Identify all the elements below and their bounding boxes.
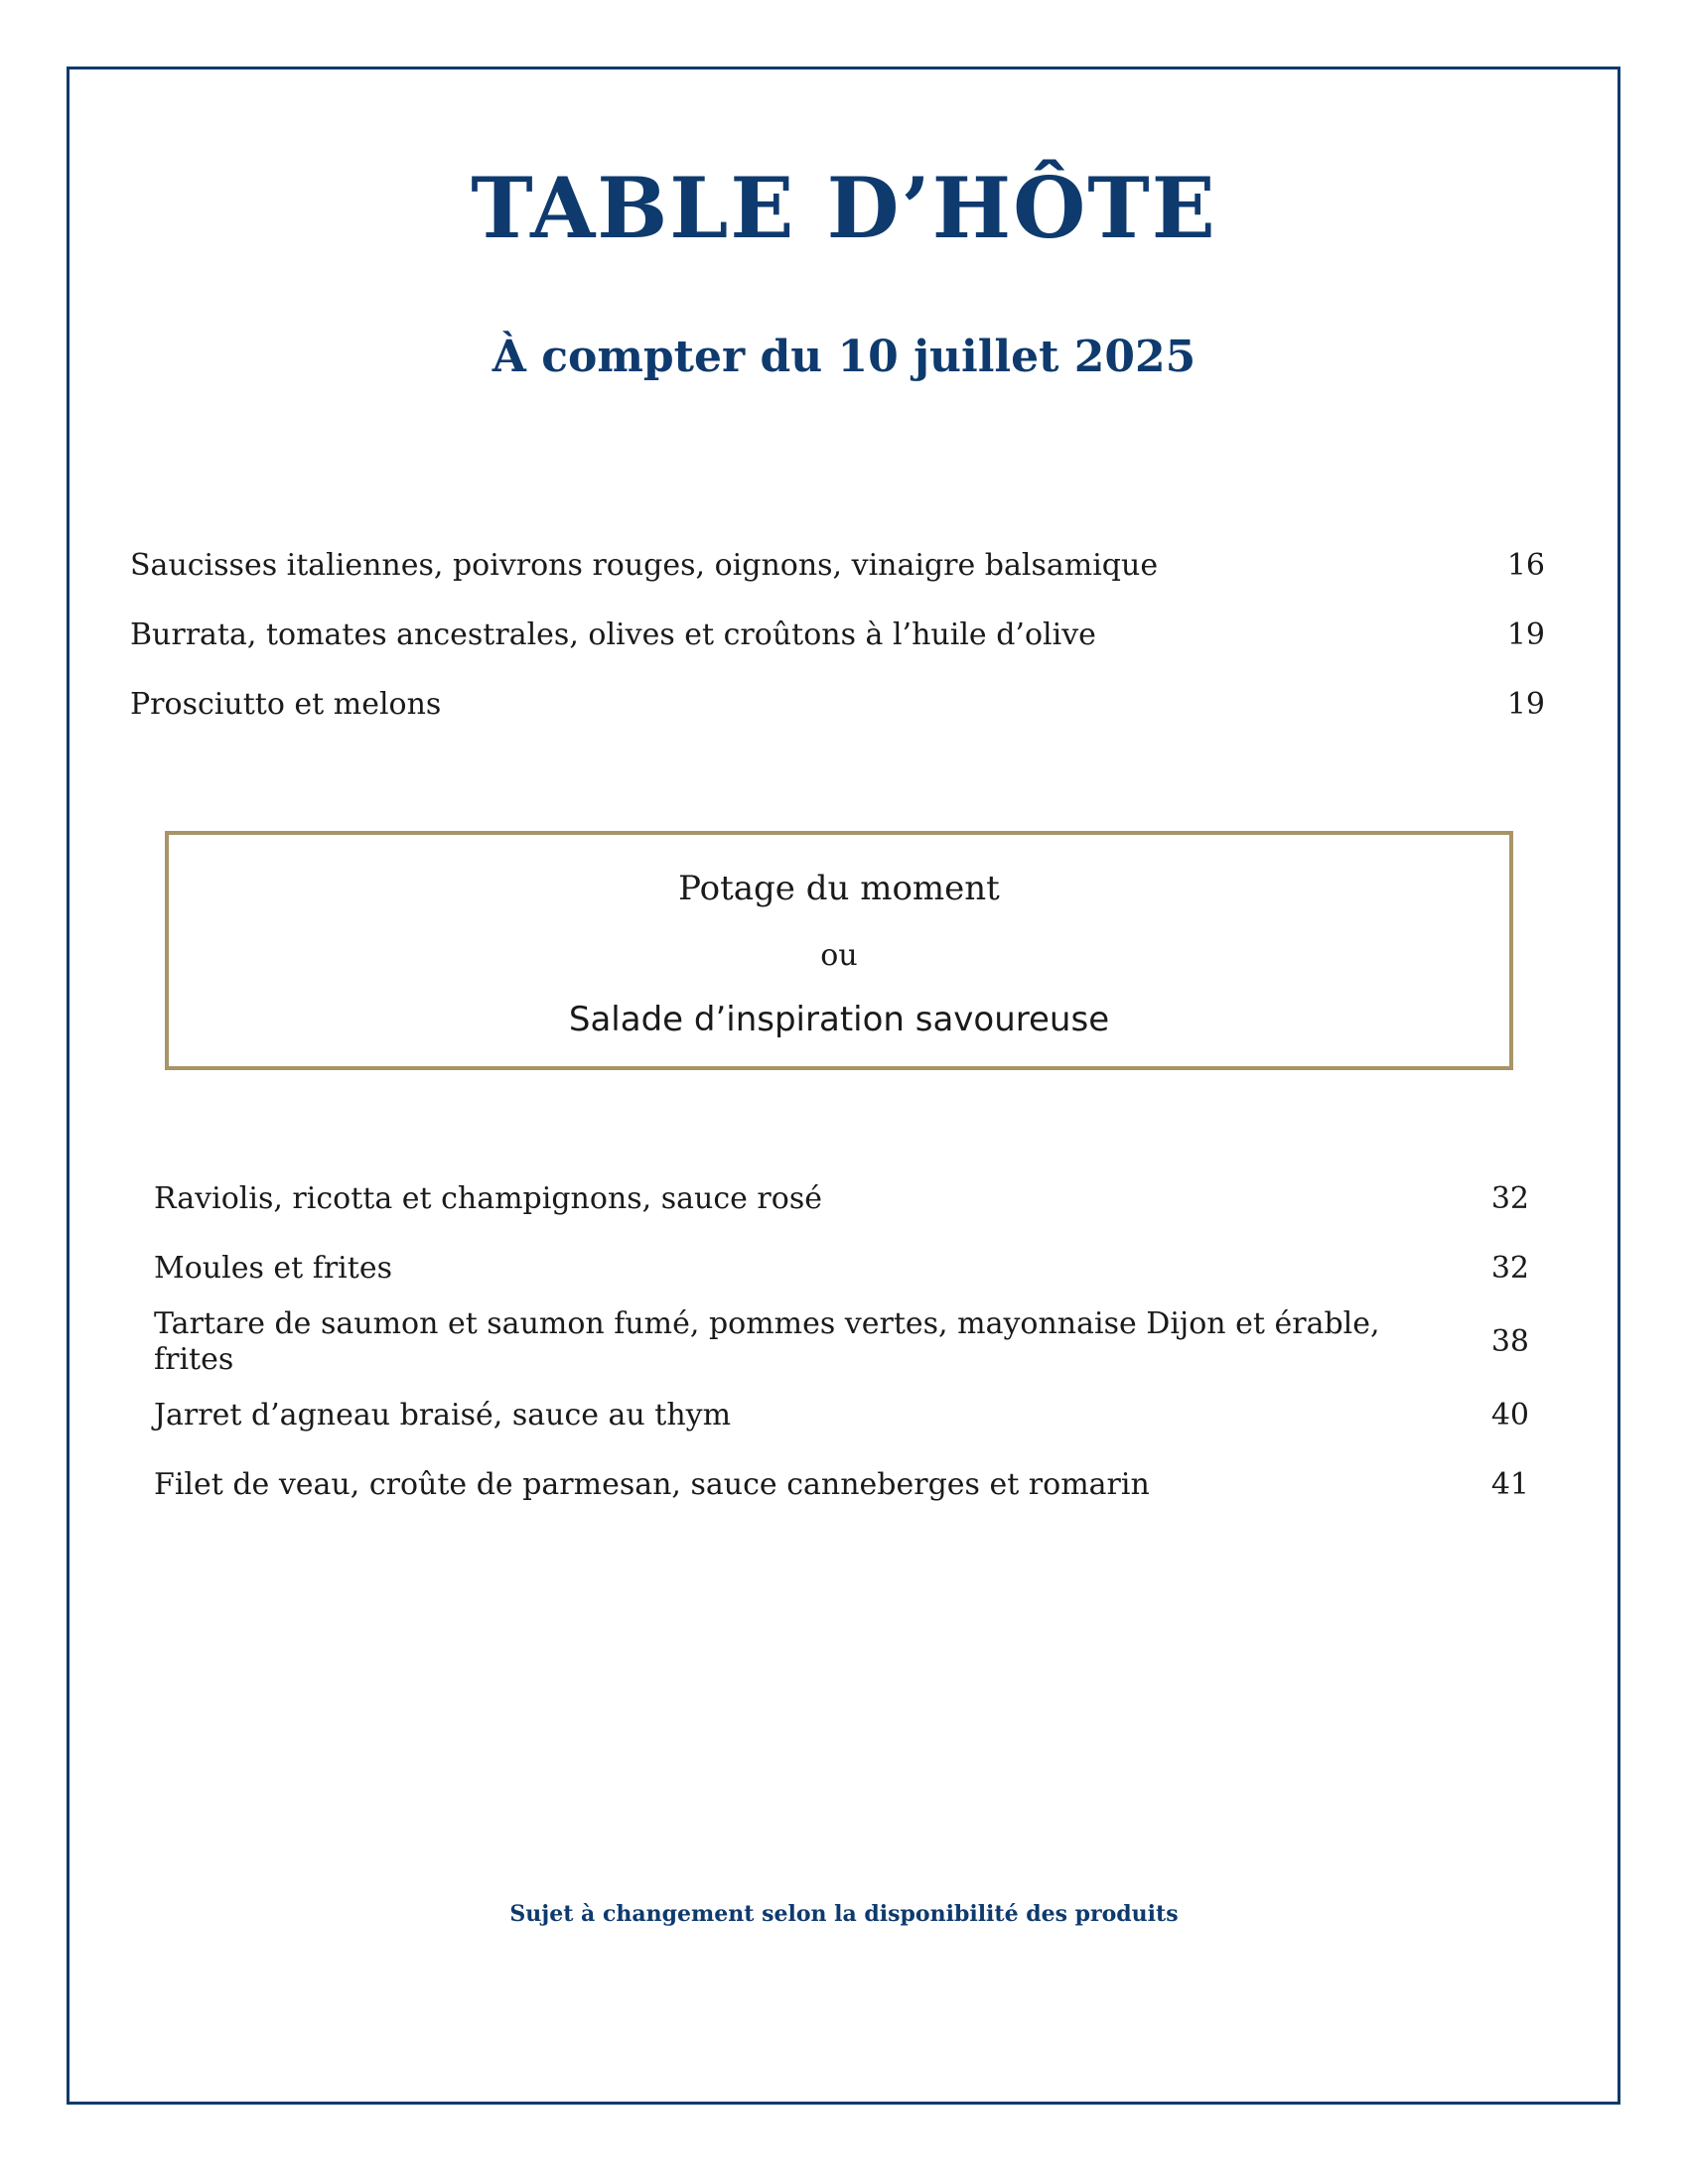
soup-option: Potage du moment: [678, 869, 1000, 908]
dish-name: Prosciutto et melons: [130, 687, 442, 722]
dish-price: 32: [1490, 1251, 1529, 1286]
starter-item: [130, 687, 1545, 723]
main-item: [154, 1251, 1529, 1287]
dish-name: Burrata, tomates ancestrales, olives et croûtons à l’huile d’olive: [130, 617, 1096, 652]
salad-option: Salade d’inspiration savoureuse: [568, 1000, 1110, 1039]
dish-price: 16: [1506, 548, 1545, 583]
main-item: [154, 1398, 1529, 1433]
dish-price: 19: [1506, 617, 1545, 652]
starter-item: [130, 617, 1545, 653]
or-separator: ou: [820, 938, 858, 973]
dish-name: Jarret d’agneau braisé, sauce au thym: [154, 1398, 732, 1433]
main-item: [154, 1467, 1529, 1503]
menu-effective-date: À compter du 10 juillet 2025: [492, 332, 1196, 382]
menu-title: TABLE D’HÔTE: [471, 159, 1217, 257]
main-item: [154, 1306, 1529, 1378]
dish-price: 41: [1490, 1467, 1529, 1502]
dish-price: 19: [1506, 687, 1545, 722]
dish-name: Filet de veau, croûte de parmesan, sauce canneberges et romarin: [154, 1467, 1150, 1502]
dish-price: 40: [1490, 1398, 1529, 1433]
starter-item: [130, 548, 1545, 584]
dish-price: 38: [1490, 1324, 1529, 1359]
main-item: [154, 1181, 1529, 1217]
availability-note: Sujet à changement selon la disponibilité des produits: [509, 1901, 1179, 1927]
soup-or-salad-box: [165, 831, 1513, 1070]
dish-name: Raviolis, ricotta et champignons, sauce rosé: [154, 1181, 822, 1216]
dish-name: Saucisses italiennes, poivrons rouges, oignons, vinaigre balsamique: [130, 548, 1159, 583]
dish-price: 32: [1490, 1181, 1529, 1216]
dish-name: Moules et frites: [154, 1251, 392, 1286]
dish-name: Tartare de saumon et saumon fumé, pommes vertes, mayonnaise Dijon et érable, frites: [154, 1306, 1380, 1377]
